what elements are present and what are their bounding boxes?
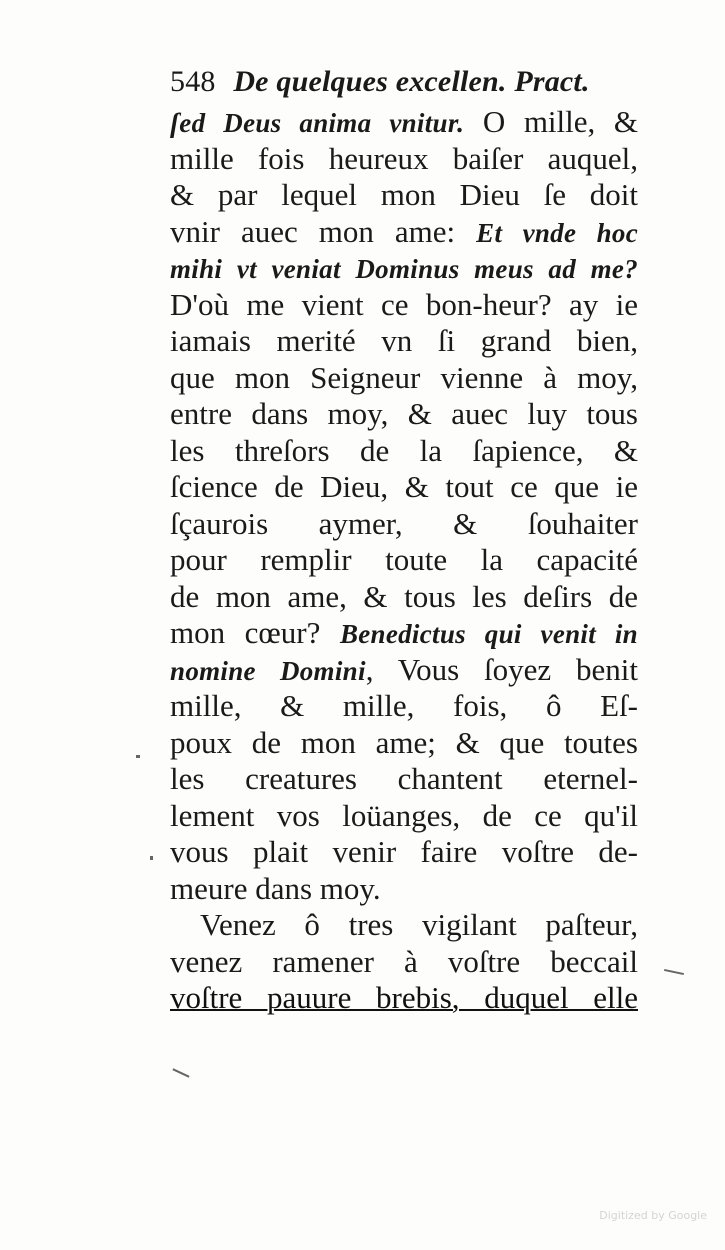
french-text: meure dans moy. [170,870,381,906]
french-text: entre dans moy, & auec luy tous [170,396,638,431]
text-line [170,944,638,981]
french-text: ſcience de Dieu, & tout ce que ie [170,469,638,504]
french-text: & par lequel mon Dieu ſe doit [170,177,638,212]
french-text: D'où me vient ce bon-heur? ay ie [170,286,638,322]
french-text: les threſors de la ſapience, & [170,432,638,468]
text-line [170,141,638,178]
french-text: iamais merité vn ſi grand bien, [170,323,638,358]
text-line [170,798,638,835]
latin-quote: Et vnde hoc [476,217,638,248]
french-text: lement vos loüanges, de ce qu'il [170,797,638,833]
french-text: ſçaurois aymer, & ſouhaiter [170,505,638,541]
french-text: vnir auec mon ame: [170,213,477,249]
french-text: mille, & mille, fois, ô Eſ- [170,688,638,723]
text-line [170,761,638,798]
latin-quote: Benedictus qui venit in [339,619,638,649]
text-line [170,250,638,287]
french-text: poux de mon ame; & que toutes [170,724,638,760]
french-text: les creatures chantent eternel- [170,761,638,796]
text-line [170,396,638,433]
text-line [170,323,638,360]
text-line [170,104,638,141]
text-line [170,506,638,543]
text-line [170,615,638,652]
text-line [170,688,638,725]
french-text: vous plait venir faire voſtre de- [170,834,638,869]
text-line [170,907,638,944]
watermark: Digitized by Google [599,1209,707,1222]
french-text: venez ramener à voſtre beccail [170,943,638,979]
text-line [170,834,638,871]
latin-quote: mihi vt veniat Dominus meus ad me? [170,254,638,284]
french-text: de mon ame, & tous les deſirs de [170,578,638,614]
running-header [170,62,630,102]
french-text: mon cœur? [170,615,340,650]
text-line [170,871,638,908]
body-text [170,104,650,1017]
text-line [170,579,638,616]
french-text: mille fois heureux baiſer auquel, [170,140,638,176]
margin-mark [172,1068,189,1077]
french-text: pour remplir toute la capacité [170,542,638,577]
french-text: voſtre pauure brebis, duquel elle [170,980,638,1015]
french-text: que mon Seigneur vienne à moy, [170,359,638,395]
french-text: Venez ô tres vigilant paſteur, [200,907,638,942]
text-line [170,542,638,579]
text-line [170,287,638,324]
text-line [170,433,638,470]
french-text: , Vous ſoyez benit [365,651,638,687]
page-number: 548 [170,65,216,98]
margin-mark [136,755,140,758]
text-line [170,652,638,689]
french-text: O mille, & [464,104,638,139]
text-line [170,360,638,397]
text-line [170,469,638,506]
text-line [170,980,638,1017]
running-title: De quelques excellen. Pract. [233,65,590,98]
latin-quote: ſed Deus anima vnitur. [170,108,465,138]
latin-quote: nomine Domini [170,655,366,686]
text-line [170,725,638,762]
text-line [170,177,638,214]
margin-mark [150,856,153,860]
text-line [170,214,638,251]
margin-mark [664,969,684,975]
